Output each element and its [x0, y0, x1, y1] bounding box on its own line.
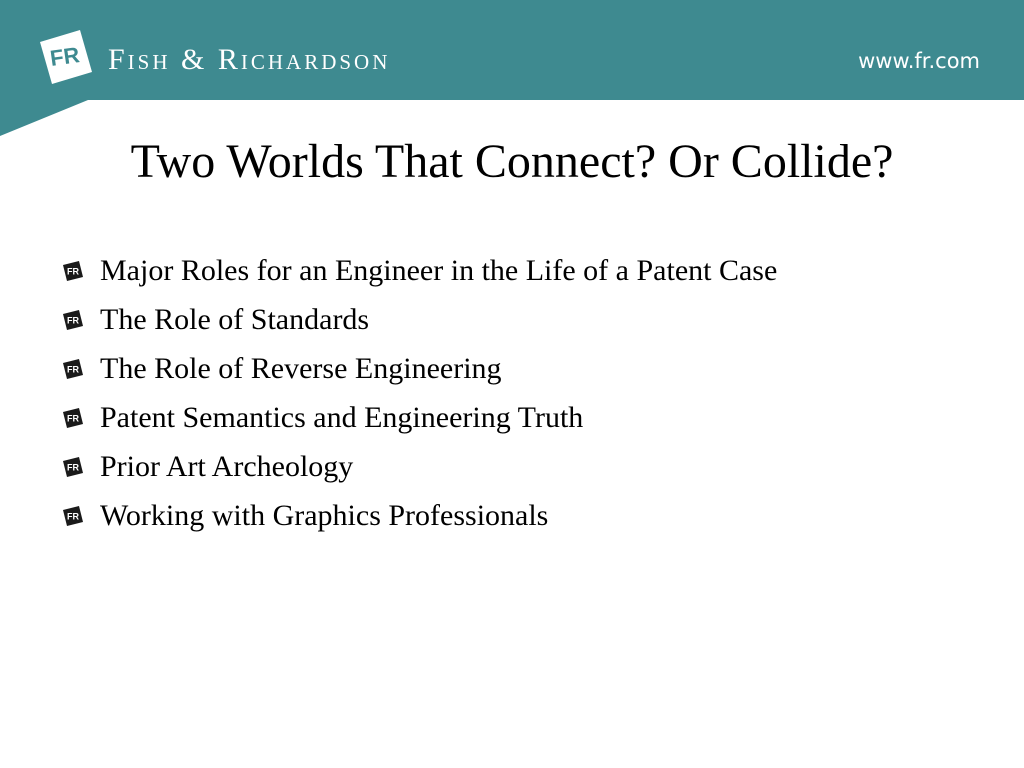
- fr-logo-bullet-icon: [62, 358, 84, 380]
- bullet-item: [62, 442, 777, 491]
- logo-mark-text: FR: [48, 42, 82, 71]
- fr-logo-bullet-icon: [62, 309, 84, 331]
- bullet-item: [62, 393, 777, 442]
- bullet-item: [62, 491, 777, 540]
- fr-logo-bullet-icon: [62, 260, 84, 282]
- bullet-text: The Role of Reverse Engineering: [100, 351, 502, 385]
- bullet-text: Prior Art Archeology: [100, 449, 354, 483]
- svg-text:FR: FR: [67, 364, 79, 374]
- bullet-list: [62, 246, 777, 540]
- bullet-item: [62, 344, 777, 393]
- bullet-text: Patent Semantics and Engineering Truth: [100, 400, 584, 434]
- fr-logo-icon: [36, 28, 94, 86]
- svg-text:FR: FR: [67, 413, 79, 423]
- fr-logo-bullet-icon: [62, 407, 84, 429]
- website-url: www.fr.com: [858, 49, 980, 73]
- bullet-text: The Role of Standards: [100, 302, 370, 336]
- svg-text:FR: FR: [67, 266, 79, 276]
- fr-logo-bullet-icon: [62, 505, 84, 527]
- bullet-text: Major Roles for an Engineer in the Life of a Patent Case: [100, 253, 778, 287]
- header-banner: [0, 0, 1024, 136]
- svg-text:FR: FR: [67, 462, 79, 472]
- firm-name: Fish & Richardson: [108, 43, 391, 76]
- bullet-item: [62, 295, 777, 344]
- fr-logo-bullet-icon: [62, 456, 84, 478]
- svg-text:FR: FR: [67, 315, 79, 325]
- svg-text:FR: FR: [67, 511, 79, 521]
- bullet-text: Working with Graphics Professionals: [100, 498, 549, 532]
- slide-title: Two Worlds That Connect? Or Collide?: [130, 135, 894, 188]
- bullet-item: [62, 246, 777, 295]
